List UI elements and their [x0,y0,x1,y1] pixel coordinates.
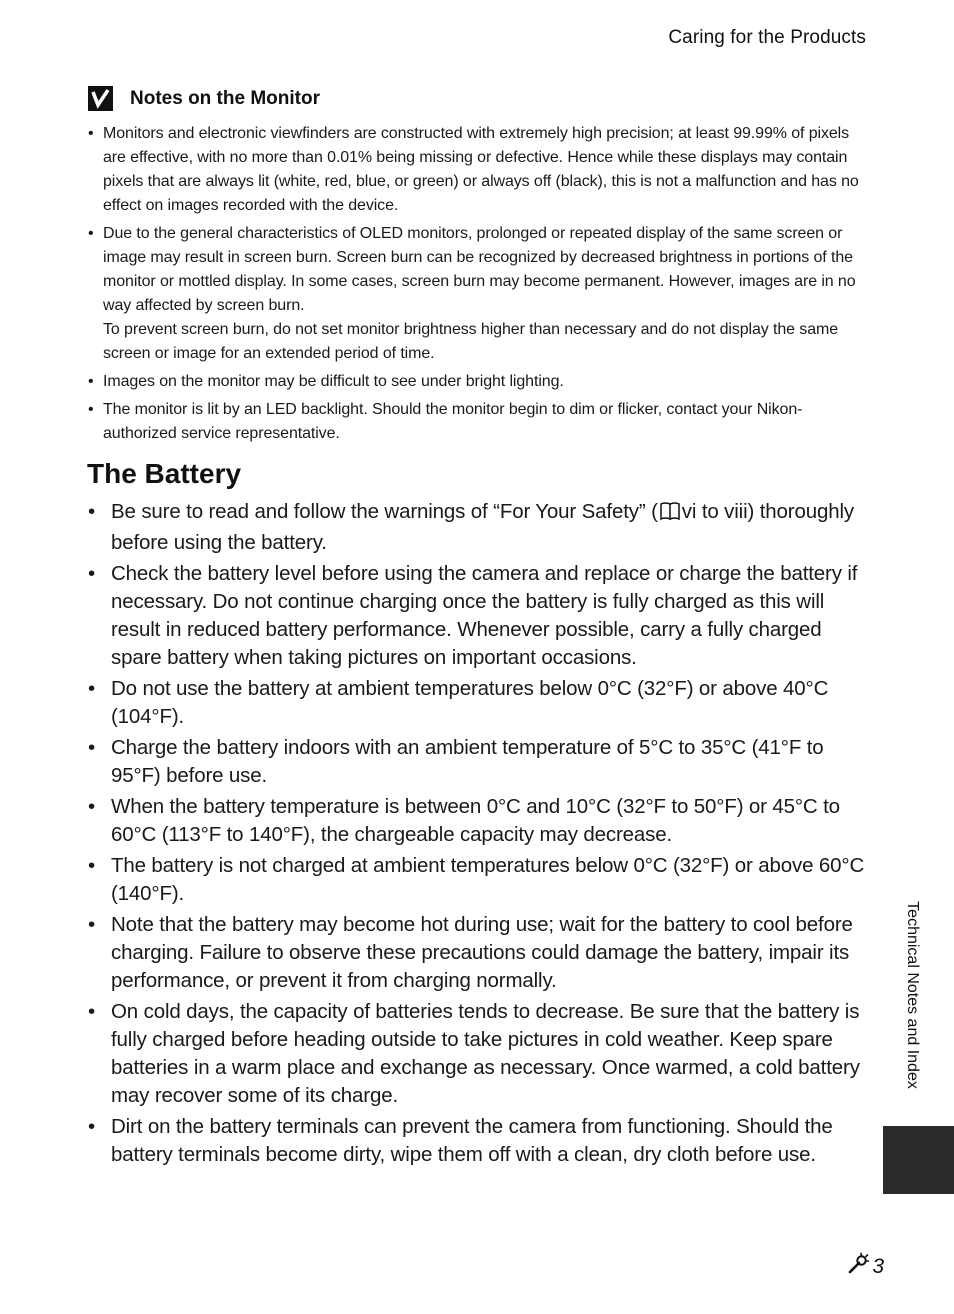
bullet: • [88,401,94,418]
list-item [88,675,868,731]
list-item [88,560,868,672]
note-text: Due to the general characteristics of OLED monitors, prolonged or repeated display of the same screen or image may result in screen burn. Screen burn can be recognized by decreased brightness in portions of the monitor or mottled display. In some cases, screen burn may become permanent. However, images are in no way affected by screen burn. [103,225,856,314]
page-reference-link[interactable]: vi to viii) [681,500,755,523]
battery-text: Dirt on the battery terminals can prevent the camera from functioning. Should the battery terminals become dirty, wipe them off with a clean, dry cloth before use. [111,1115,833,1166]
notes-list [88,122,868,450]
bullet: • [88,677,96,700]
list-item [88,370,868,394]
bullet: • [88,562,96,585]
list-item [88,1113,868,1169]
page-number [846,1252,884,1282]
battery-text: Do not use the battery at ambient temperatures below 0°C (32°F) or above 40°C (104°F). [111,677,829,728]
section-header: Caring for the Products [668,27,866,48]
bullet: • [88,854,96,877]
list-item [88,793,868,849]
bullet: • [88,125,94,142]
list-item [88,911,868,995]
list-item [88,222,868,366]
note-text: To prevent screen burn, do not set monitor brightness higher than necessary and do not display the same screen or image for an extended period of time. [103,321,839,362]
book-reference-icon[interactable] [659,501,681,529]
note-text: The monitor is lit by an LED backlight. Should the monitor begin to dim or flicker, contact your Nikon-authorized service representative. [103,401,803,442]
notes-title-row [88,86,320,111]
notes-title: Notes on the Monitor [130,87,320,109]
note-text: Monitors and electronic viewfinders are constructed with extremely high precision; at least 99.99% of pixels are effective, with no more than 0.01% being missing or defective. Hence while these displays may contain pixels that are always lit (white, red, blue, or green) or always off (black), this is not a malfunction and has no effect on images recorded with the device. [103,125,859,214]
bullet: • [88,1000,96,1023]
battery-list [88,498,868,1172]
bullet: • [88,1115,96,1138]
battery-text: On cold days, the capacity of batteries tends to decrease. Be sure that the battery is fully charged before heading outside to take pictures in cold weather. Keep spare batteries in a warm place and exchange as necessary. Once warmed, a cold battery may recover some of its charge. [111,1000,860,1107]
battery-text: Note that the battery may become hot during use; wait for the battery to cool before charging. Failure to observe these precautions could damage the battery, impair its performance, or prevent it from charging normally. [111,913,853,992]
side-tab-marker[interactable] [883,1126,954,1194]
list-item [88,398,868,446]
battery-text: thoroughly before using the battery. [111,500,854,554]
side-tab-label[interactable]: Technical Notes and Index [904,901,921,1089]
list-item [88,122,868,218]
battery-text: The battery is not charged at ambient temperatures below 0°C (32°F) or above 60°C (140°F). [111,854,865,905]
bullet: • [88,225,94,242]
list-item [88,498,868,557]
note-text: Images on the monitor may be difficult to see under bright lighting. [103,373,564,390]
battery-text: Charge the battery indoors with an ambient temperature of 5°C to 35°C (41°F to 95°F) before use. [111,736,824,787]
section-heading: The Battery [87,458,242,489]
battery-text: When the battery temperature is between 0°C and 10°C (32°F to 50°F) or 45°C to 60°C (113°F to 140°F), the chargeable capacity may decrease. [111,795,840,846]
list-item [88,852,868,908]
bullet: • [88,373,94,390]
checkmark-note-icon [88,86,113,111]
tool-icon [846,1252,870,1282]
bullet: • [88,736,96,759]
list-item [88,734,868,790]
bullet: • [88,795,96,818]
list-item [88,998,868,1110]
battery-text: Check the battery level before using the camera and replace or charge the battery if necessary. Do not continue charging once the battery is fully charged as this will result in reduced battery performance. Whenever possible, carry a fully charged spare battery when taking pictures on important occasions. [111,562,858,669]
bullet: • [88,500,96,523]
battery-text: Be sure to read and follow the warnings of “For Your Safety” ( [111,500,658,523]
page-number-value: 3 [872,1255,884,1278]
bullet: • [88,913,96,936]
